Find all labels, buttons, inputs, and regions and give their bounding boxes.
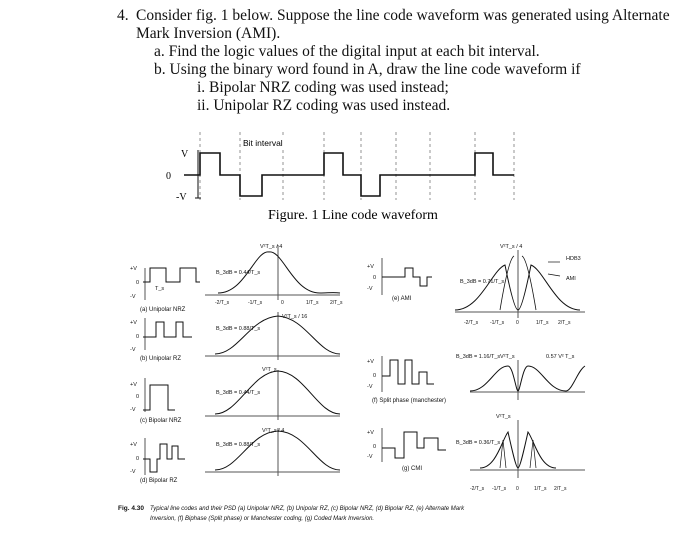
peak-g: V²T_s bbox=[496, 414, 511, 420]
peak-c: V²T_s bbox=[262, 367, 277, 373]
legend-ami: AMI bbox=[566, 276, 576, 282]
question-line-1: Consider fig. 1 below. Suppose the line code waveform was generated using Alternate bbox=[136, 7, 670, 24]
psd-manchester bbox=[470, 360, 585, 400]
waveform-unipolar-nrz bbox=[143, 268, 200, 300]
bandwidth-g: B_3dB = 0.36/T_s bbox=[456, 440, 501, 446]
x-tick-g-2: 0 bbox=[516, 486, 519, 492]
caption-unipolar-rz: (b) Unipolar RZ bbox=[140, 356, 182, 362]
level-pos-v-f: +V bbox=[367, 359, 374, 365]
level-zero-d: 0 bbox=[136, 456, 140, 462]
peak-f-right: 0.57 V² T_s bbox=[546, 354, 575, 360]
sub-part-ii: ii. Unipolar RZ coding was used instead. bbox=[197, 97, 451, 114]
level-zero-f: 0 bbox=[373, 373, 377, 379]
waveform-ami bbox=[382, 258, 432, 295]
level-neg-v-f: -V bbox=[367, 384, 373, 390]
level-neg-v-c: -V bbox=[130, 407, 136, 413]
level-pos-v-b: +V bbox=[130, 320, 137, 326]
zero-label: 0 bbox=[166, 171, 171, 182]
x-tick-a-3: 1/T_s bbox=[306, 300, 319, 306]
waveform-cmi bbox=[382, 428, 446, 462]
level-pos-v-d: +V bbox=[130, 442, 137, 448]
x-tick-e-1: -1/T_s bbox=[490, 320, 505, 326]
level-neg-v-e: -V bbox=[367, 286, 373, 292]
level-neg-v-d: -V bbox=[130, 469, 136, 475]
question-number: 4. bbox=[117, 7, 129, 24]
caption-bipolar-rz: (d) Bipolar RZ bbox=[140, 478, 178, 484]
fig-4-30-caption-2: Inversion, (f) Biphase (Split phase) or Manchester coding, (g) Coded Mark Inversion. bbox=[150, 516, 375, 522]
bit-period-label: T_s bbox=[155, 286, 165, 292]
x-tick-e-3: 1/T_s bbox=[536, 320, 549, 326]
sub-part-i: i. Bipolar NRZ coding was used instead; bbox=[197, 79, 449, 96]
legend-hdb3: HDB3 bbox=[566, 256, 581, 262]
caption-cmi: (g) CMI bbox=[402, 466, 422, 472]
bit-interval-label: Bit interval bbox=[243, 138, 283, 148]
bandwidth-c: B_3dB = 0.44/T_s bbox=[216, 390, 261, 396]
caption-ami: (e) AMI bbox=[392, 296, 412, 302]
v-label: V bbox=[181, 149, 189, 160]
bandwidth-d: B_3dB = 0.88/T_s bbox=[216, 442, 261, 448]
x-tick-a-4: 2/T_s bbox=[330, 300, 343, 306]
level-neg-v-b: -V bbox=[130, 347, 136, 353]
level-pos-v-e: +V bbox=[367, 264, 374, 270]
bandwidth-b: B_3dB = 0.88/T_s bbox=[216, 326, 261, 332]
waveform-bipolar-nrz bbox=[143, 378, 175, 412]
waveform-unipolar-rz bbox=[143, 318, 192, 350]
bandwidth-f: B_3dB = 1.16/T_s bbox=[456, 354, 501, 360]
level-zero-a: 0 bbox=[136, 280, 140, 286]
bandwidth-e: B_3dB = 0.71/T_s bbox=[460, 279, 505, 285]
waveform-manchester bbox=[382, 356, 434, 392]
question-line-2: Mark Inversion (AMI). bbox=[136, 25, 281, 42]
x-tick-e-0: -2/T_s bbox=[464, 320, 479, 326]
bandwidth-a: B_3dB = 0.44/T_s bbox=[216, 270, 261, 276]
level-pos-v-a: +V bbox=[130, 266, 137, 272]
fig-4-30-label: Fig. 4.30 bbox=[118, 505, 145, 512]
caption-manchester: (f) Split phase (manchester) bbox=[372, 398, 447, 404]
peak-e: V²T_s / 4 bbox=[500, 244, 523, 250]
x-tick-g-3: 1/T_s bbox=[534, 486, 547, 492]
peak-a: V²T_s / 4 bbox=[260, 244, 283, 250]
level-zero-e: 0 bbox=[373, 275, 377, 281]
fig-4-30-caption: Typical line codes and their PSD (a) Unipolar NRZ, (b) Unipolar RZ, (c) Bipolar NRZ, (d) Bipolar RZ, (e) Alternate Mark bbox=[150, 506, 465, 512]
peak-b: V²T_s / 16 bbox=[282, 314, 308, 320]
peak-d: V²T_s / 4 bbox=[262, 428, 285, 434]
psd-bipolar-rz bbox=[205, 428, 340, 476]
part-a: a. Find the logic values of the digital input at each bit interval. bbox=[154, 43, 540, 60]
level-zero-c: 0 bbox=[136, 394, 140, 400]
x-tick-g-0: -2/T_s bbox=[470, 486, 485, 492]
x-tick-e-2: 0 bbox=[516, 320, 519, 326]
level-zero-g: 0 bbox=[373, 444, 377, 450]
x-tick-g-1: -1/T_s bbox=[492, 486, 507, 492]
level-pos-v-g: +V bbox=[367, 430, 374, 436]
part-b: b. Using the binary word found in A, draw the line code waveform if bbox=[154, 61, 581, 78]
level-pos-v-c: +V bbox=[130, 382, 137, 388]
x-tick-g-4: 2/T_s bbox=[554, 486, 567, 492]
level-neg-v-a: -V bbox=[130, 294, 136, 300]
neg-v-label: -V bbox=[176, 192, 187, 203]
psd-unipolar-rz bbox=[205, 312, 340, 360]
waveform-bipolar-rz bbox=[143, 438, 185, 475]
level-zero-b: 0 bbox=[136, 334, 140, 340]
caption-bipolar-nrz: (c) Bipolar NRZ bbox=[140, 418, 182, 424]
x-tick-a-1: -1/T_s bbox=[248, 300, 263, 306]
x-tick-a-0: -2/T_s bbox=[215, 300, 230, 306]
caption-unipolar-nrz: (a) Unipolar NRZ bbox=[140, 307, 186, 313]
level-neg-v-g: -V bbox=[367, 454, 373, 460]
figure-1-caption: Figure. 1 Line code waveform bbox=[268, 208, 438, 223]
psd-cmi bbox=[470, 420, 585, 478]
x-tick-a-2: 0 bbox=[281, 300, 284, 306]
peak-f: V²T_s bbox=[500, 354, 515, 360]
x-tick-e-4: 2/T_s bbox=[558, 320, 571, 326]
